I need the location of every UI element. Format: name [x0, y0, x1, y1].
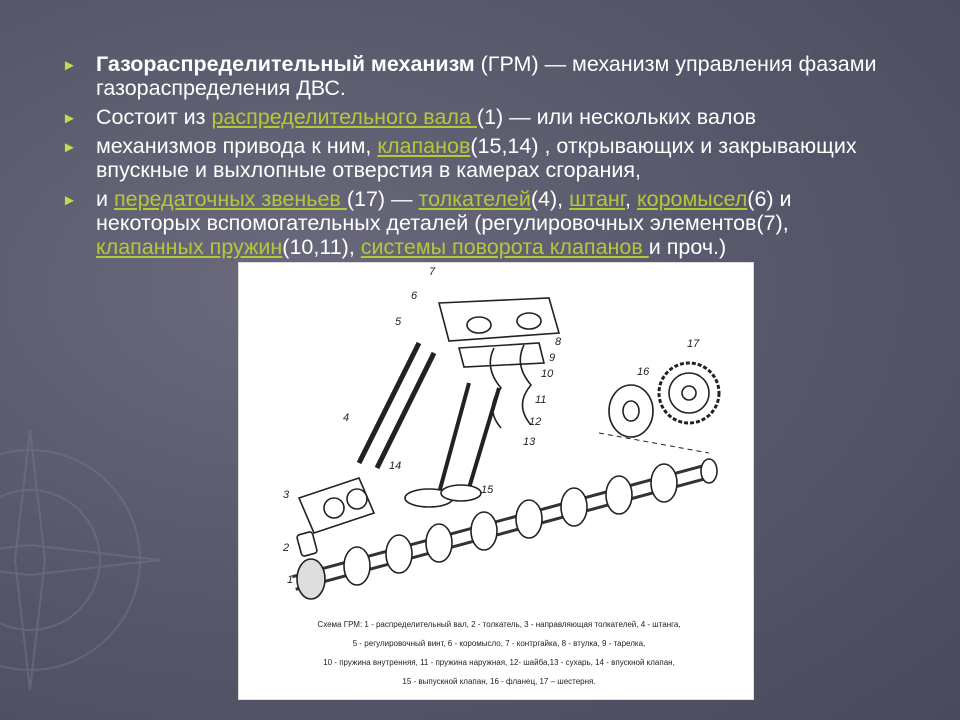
text: (17) — — [346, 187, 419, 211]
grm-diagram-figure — [238, 262, 754, 700]
text: (ГРМ) — механизм управления фазами газораспределения ДВС. — [96, 52, 877, 100]
label-14: 14 — [389, 460, 402, 472]
bullet-arrow-icon: ► — [62, 139, 77, 156]
label-2: 2 — [283, 542, 290, 554]
link-valves[interactable]: клапанов — [377, 134, 471, 158]
bullet-transmission-links — [60, 187, 900, 259]
text: (4), — [530, 187, 570, 211]
label-9: 9 — [549, 352, 556, 364]
text: (15,14) , открывающих и закрывающих впускные и выхлопные отверстия в камерах сгорания, — [96, 134, 857, 182]
label-11: 11 — [535, 394, 547, 406]
label-12: 12 — [529, 416, 542, 428]
bullet-arrow-icon: ► — [62, 57, 77, 74]
label-7: 7 — [429, 266, 436, 278]
text: Состоит из — [96, 105, 212, 129]
gear-part — [659, 363, 719, 423]
label-8: 8 — [555, 336, 562, 348]
label-4: 4 — [343, 412, 350, 424]
tappet-part — [296, 531, 317, 556]
link-pushrods[interactable]: штанг — [569, 187, 626, 211]
link-tappets[interactable]: толкателей — [418, 187, 531, 211]
bullet-arrow-icon: ► — [62, 110, 77, 127]
bullet-drive-mechanisms — [60, 134, 900, 182]
text: (6) и некоторых вспомогательных деталей (регулировочных элементов(7), — [96, 187, 792, 235]
text: (10,11), — [282, 235, 361, 259]
bullet-consists-of — [60, 105, 900, 129]
caption-line-1: Схема ГРМ: 1 - распределительный вал, 2 - толкатель, 3 - направляющая толкателей, 4 - штанга, — [317, 620, 681, 629]
link-valve-rotation-system[interactable]: системы поворота клапанов — [360, 235, 649, 259]
pushrod-part — [359, 343, 434, 468]
text: , — [625, 187, 637, 211]
caption-line-2: 5 - регулировочный винт, 6 - коромысло, 7 - контргайка, 8 - втулка, 9 - тарелка, — [352, 639, 646, 648]
label-15: 15 — [481, 484, 494, 496]
term-grm: Газораспределительный механизм — [96, 52, 475, 76]
label-17: 17 — [687, 338, 700, 350]
flange-part — [609, 385, 653, 437]
label-1: 1 — [287, 574, 294, 586]
label-16: 16 — [637, 366, 650, 378]
label-10: 10 — [541, 368, 554, 380]
label-13: 13 — [523, 436, 536, 448]
bullet-list — [60, 52, 900, 264]
link-rockers[interactable]: коромысел — [636, 187, 748, 211]
label-3: 3 — [283, 489, 290, 501]
figure-caption — [299, 615, 699, 691]
bullet-arrow-icon: ► — [62, 192, 77, 209]
link-valve-springs[interactable]: клапанных пружин — [96, 235, 283, 259]
link-transmission-links[interactable]: передаточных звеньев — [113, 187, 347, 211]
caption-line-3: 10 - пружина внутренняя, 11 - пружина наружная, 12- шайба,13 - сухарь, 14 - впускной клапан, — [323, 658, 675, 667]
bullet-grm-definition — [60, 52, 900, 100]
label-6: 6 — [411, 290, 418, 302]
text: и проч.) — [648, 235, 727, 259]
rocker-arm-part — [439, 298, 559, 367]
link-camshaft[interactable]: распределительного вала — [211, 105, 477, 129]
text: механизмов привода к ним, — [96, 134, 378, 158]
caption-line-4: 15 - выпускной клапан, 16 - фланец, 17 – шестерня. — [402, 677, 596, 686]
text: (1) — или нескольких валов — [476, 105, 757, 129]
text: и — [96, 187, 114, 211]
tappet-guide-part — [299, 478, 374, 533]
label-5: 5 — [395, 316, 402, 328]
